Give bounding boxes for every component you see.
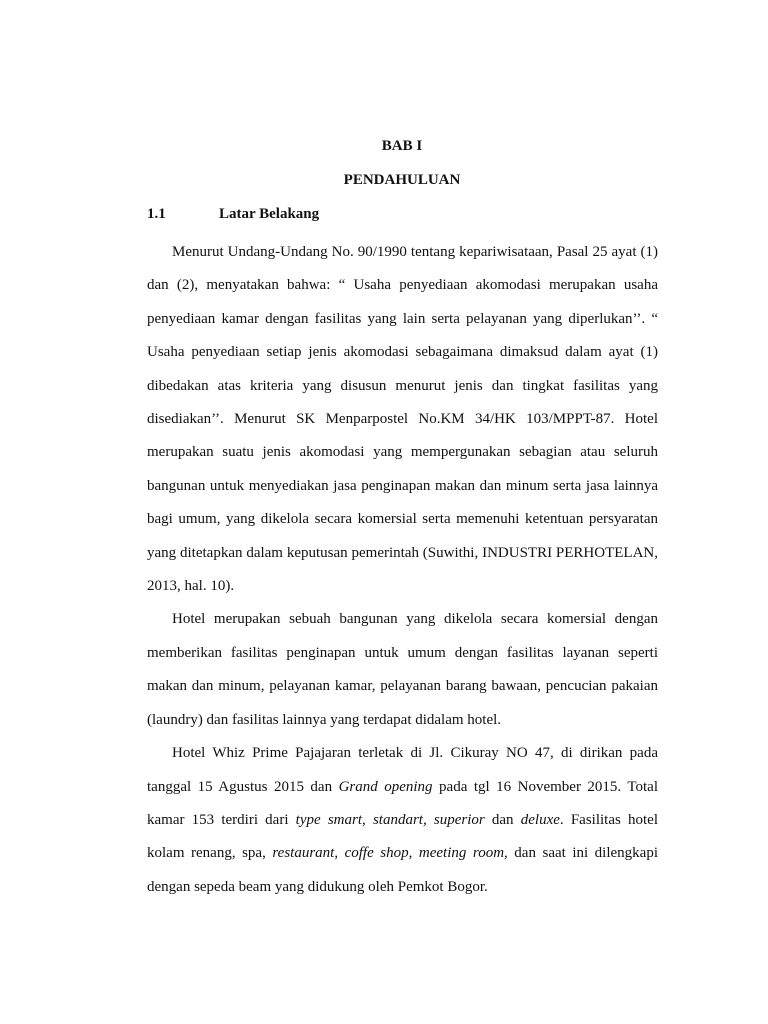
body-text bbox=[147, 236, 658, 904]
paragraph-3-text: . Fasilitas hotel kolam renang, spa, bbox=[147, 811, 658, 862]
restaurant-term: restaurant bbox=[272, 845, 335, 862]
paragraph-3-text: pada tgl 16 November 2015. Total kamar 153 terdiri dari bbox=[147, 778, 659, 828]
paragraph-3-text: , bbox=[408, 845, 419, 862]
paragraph-3 bbox=[147, 737, 658, 904]
meeting-room-term: meeting room bbox=[418, 845, 505, 862]
paragraph-3-text: dan bbox=[484, 811, 521, 828]
section-number: 1.1 bbox=[147, 206, 166, 222]
chapter-title: PENDAHULUAN bbox=[343, 172, 461, 188]
paragraph-3-text: , bbox=[334, 845, 345, 862]
section-title: Latar Belakang bbox=[219, 206, 320, 222]
grand-opening-term: Grand opening bbox=[338, 778, 433, 795]
paragraph-1: Menurut Undang-Undang No. 90/1990 tentang kepariwisataan, Pasal 25 ayat (1) dan (2), menyatakan bahwa: “ Usaha penyediaan akomodasi merupakan usaha penyediaan kamar dengan fasilitas yang lain serta pelayanan yang diperlukan’’. “ Usaha penyediaan setiap jenis akomodasi sebagaimana dimaksud dalam ayat (1) dibedakan atas kriteria yang disusun menurut jenis dan tingkat fasilitas yang disediakan’’. Menurut SK Menparpostel No.KM 34/HK 103/MPPT-87. Hotel merupakan suatu jenis akomodasi yang mempergunakan sebagian atau seluruh bangunan untuk menyediakan jasa penginapan makan dan minum serta jasa lainnya bagi umum, yang dikelola secara komersial serta memenuhi ketentuan persyaratan yang ditetapkan dalam keputusan pemerintah (Suwithi, INDUSTRI PERHOTELAN, 2013, hal. 10). bbox=[147, 244, 658, 595]
coffe-shop-term: coffe shop bbox=[344, 845, 409, 862]
room-types-term: type smart, standart, superior bbox=[295, 811, 485, 828]
deluxe-term: deluxe bbox=[520, 811, 560, 828]
paragraph-2: Hotel merupakan sebuah bangunan yang dikelola secara komersial dengan memberikan fasilitas penginapan untuk umum dengan fasilitas layanan seperti makan dan minum, pelayanan kamar, pelayanan barang bawaan, pencucian pakaian (laundry) dan fasilitas lainnya yang terdapat didalam hotel. bbox=[147, 611, 658, 728]
section-heading bbox=[147, 204, 319, 224]
chapter-label: BAB I bbox=[381, 138, 423, 154]
paragraph-3-text: Hotel Whiz Prime Pajajaran terletak di Jl. Cikuray NO 47, di dirikan pada tanggal 15 Agustus 2015 dan bbox=[147, 745, 658, 795]
paragraph-3-text: , dan saat ini dilengkapi dengan sepeda beam yang didukung oleh Pemkot Bogor. bbox=[147, 845, 658, 895]
